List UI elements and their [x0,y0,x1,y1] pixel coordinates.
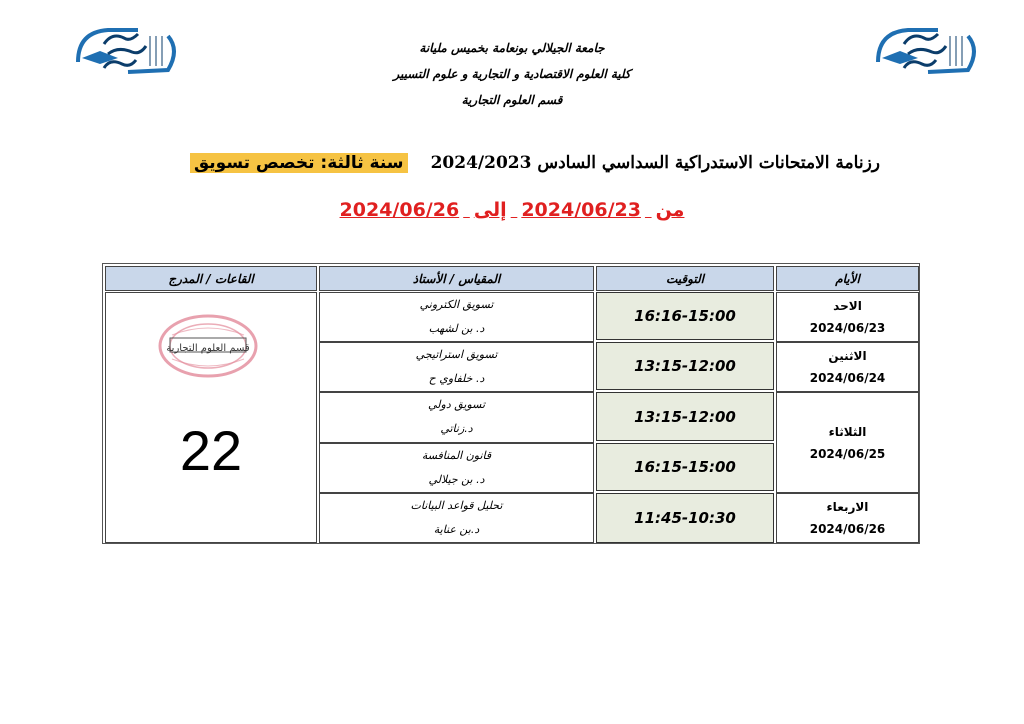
day-cell [776,493,919,543]
to-label: إلى [473,199,507,221]
header-module: المقياس / الأستاذ [319,266,594,291]
module-name: قانون المنافسة [421,449,492,462]
faculty-name: كلية العلوم الاقتصادية و التجارية و علوم التسيير [393,67,631,81]
day-cell [776,342,919,392]
module-name: تسويق استراتيجي [415,348,498,361]
module-name: تسويق الكتروني [419,298,494,311]
day-date: 2024/06/23 [809,321,886,335]
document-title [150,153,880,181]
module-cell [319,342,594,392]
professor-name: د. خلفاوي ح [428,372,485,385]
exam-schedule-table [102,263,920,544]
room-cell [105,292,317,543]
day-cell [776,292,919,342]
module-name: تسويق دولي [427,398,486,411]
department-name: قسم العلوم التجارية [461,93,563,107]
from-label: من [655,199,685,221]
university-logo-right [868,22,982,78]
module-cell [319,292,594,342]
title-main: رزنامة الامتحانات الاستدراكية السداسي السادس 2024/2023 [430,153,880,173]
day-date: 2024/06/26 [809,522,886,536]
time-cell: 13:15-12:00 [596,392,774,441]
university-name: جامعة الجيلالي بونعامة بخميس مليانة [419,41,605,55]
day-name: الثلاثاء [828,424,867,439]
time-cell: 16:16-15:00 [596,292,774,340]
title-specialty-highlight: سنة ثالثة: تخصص تسويق [190,153,408,173]
to-date: 2024/06/26 [339,199,460,221]
module-cell [319,392,594,443]
room-number: 22 [179,419,243,482]
time-cell: 13:15-12:00 [596,342,774,390]
professor-name: د.بن عناية [433,523,480,536]
university-logo-icon [868,22,982,78]
day-cell [776,392,919,493]
header-room: القاعات / المدرج [105,266,317,291]
module-cell [319,493,594,543]
time-cell: 11:45-10:30 [596,493,774,543]
header-time: التوقيت [596,266,774,291]
institution-header [300,40,724,118]
header-days: الأيام [776,266,919,291]
day-date: 2024/06/25 [809,446,886,461]
university-logo-left [68,22,182,78]
exam-date-range [300,199,724,221]
day-name: الاثنين [828,349,867,363]
university-logo-icon [68,22,182,78]
day-name: الاربعاء [826,500,869,514]
from-date: 2024/06/23 [521,199,641,221]
professor-name: د.زناتي [440,422,473,435]
professor-name: د. بن جيلالي [428,473,485,486]
day-date: 2024/06/24 [809,371,886,385]
module-cell [319,443,594,493]
module-name: تحليل قواعد البيانات [410,499,503,512]
professor-name: د. بن لشهب [428,322,485,335]
day-name: الاحد [833,299,862,313]
stamp-label: قسم العلوم التجارية [166,343,250,354]
time-cell: 16:15-15:00 [596,443,774,491]
